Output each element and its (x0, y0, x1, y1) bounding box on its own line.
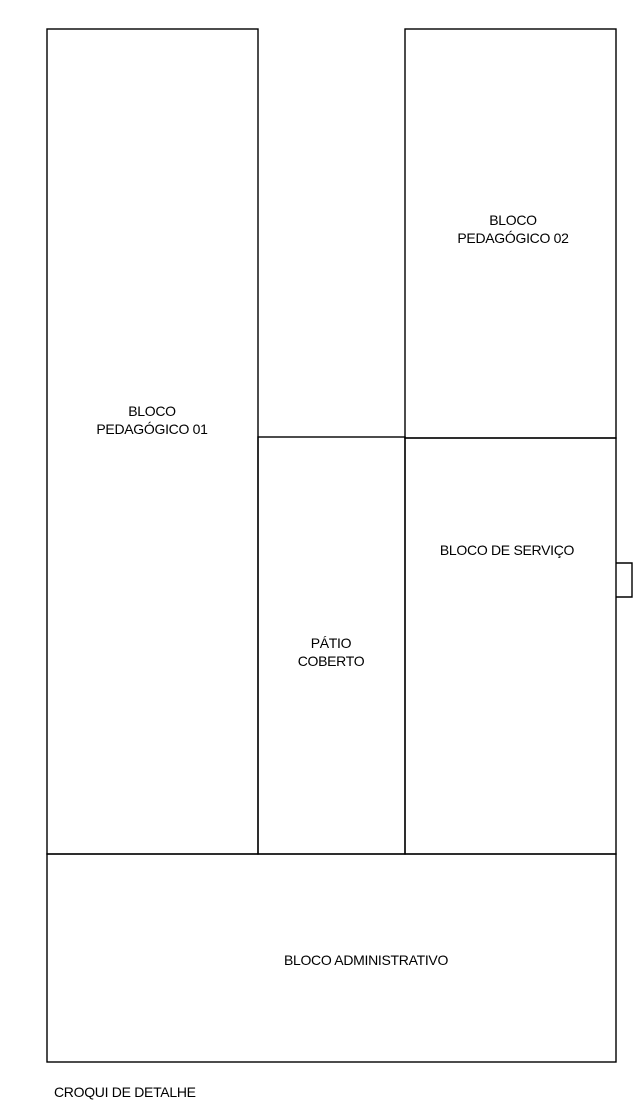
label-line: PEDAGÓGICO 02 (457, 230, 569, 246)
label-bloco-pedagogico-01 (96, 402, 207, 438)
label-line: BLOCO ADMINISTRATIVO (283, 952, 449, 968)
service-annex-outline (616, 563, 632, 597)
bloco-pedagogico-01-outline (47, 29, 258, 854)
label-line: COBERTO (297, 653, 365, 669)
label-bloco-administrativo (284, 951, 448, 969)
label-bloco-pedagogico-02 (457, 211, 568, 247)
label-patio-coberto (298, 634, 365, 670)
label-line: PÁTIO (310, 635, 352, 651)
label-line: PEDAGÓGICO 01 (96, 421, 208, 437)
sketch-caption: CROQUI DE DETALHE (54, 1084, 196, 1100)
label-bloco-de-servico (440, 541, 574, 559)
bloco-de-servico-outline (405, 438, 616, 854)
label-line: BLOCO (489, 212, 537, 228)
label-line: BLOCO DE SERVIÇO (439, 542, 575, 558)
label-line: BLOCO (128, 403, 176, 419)
